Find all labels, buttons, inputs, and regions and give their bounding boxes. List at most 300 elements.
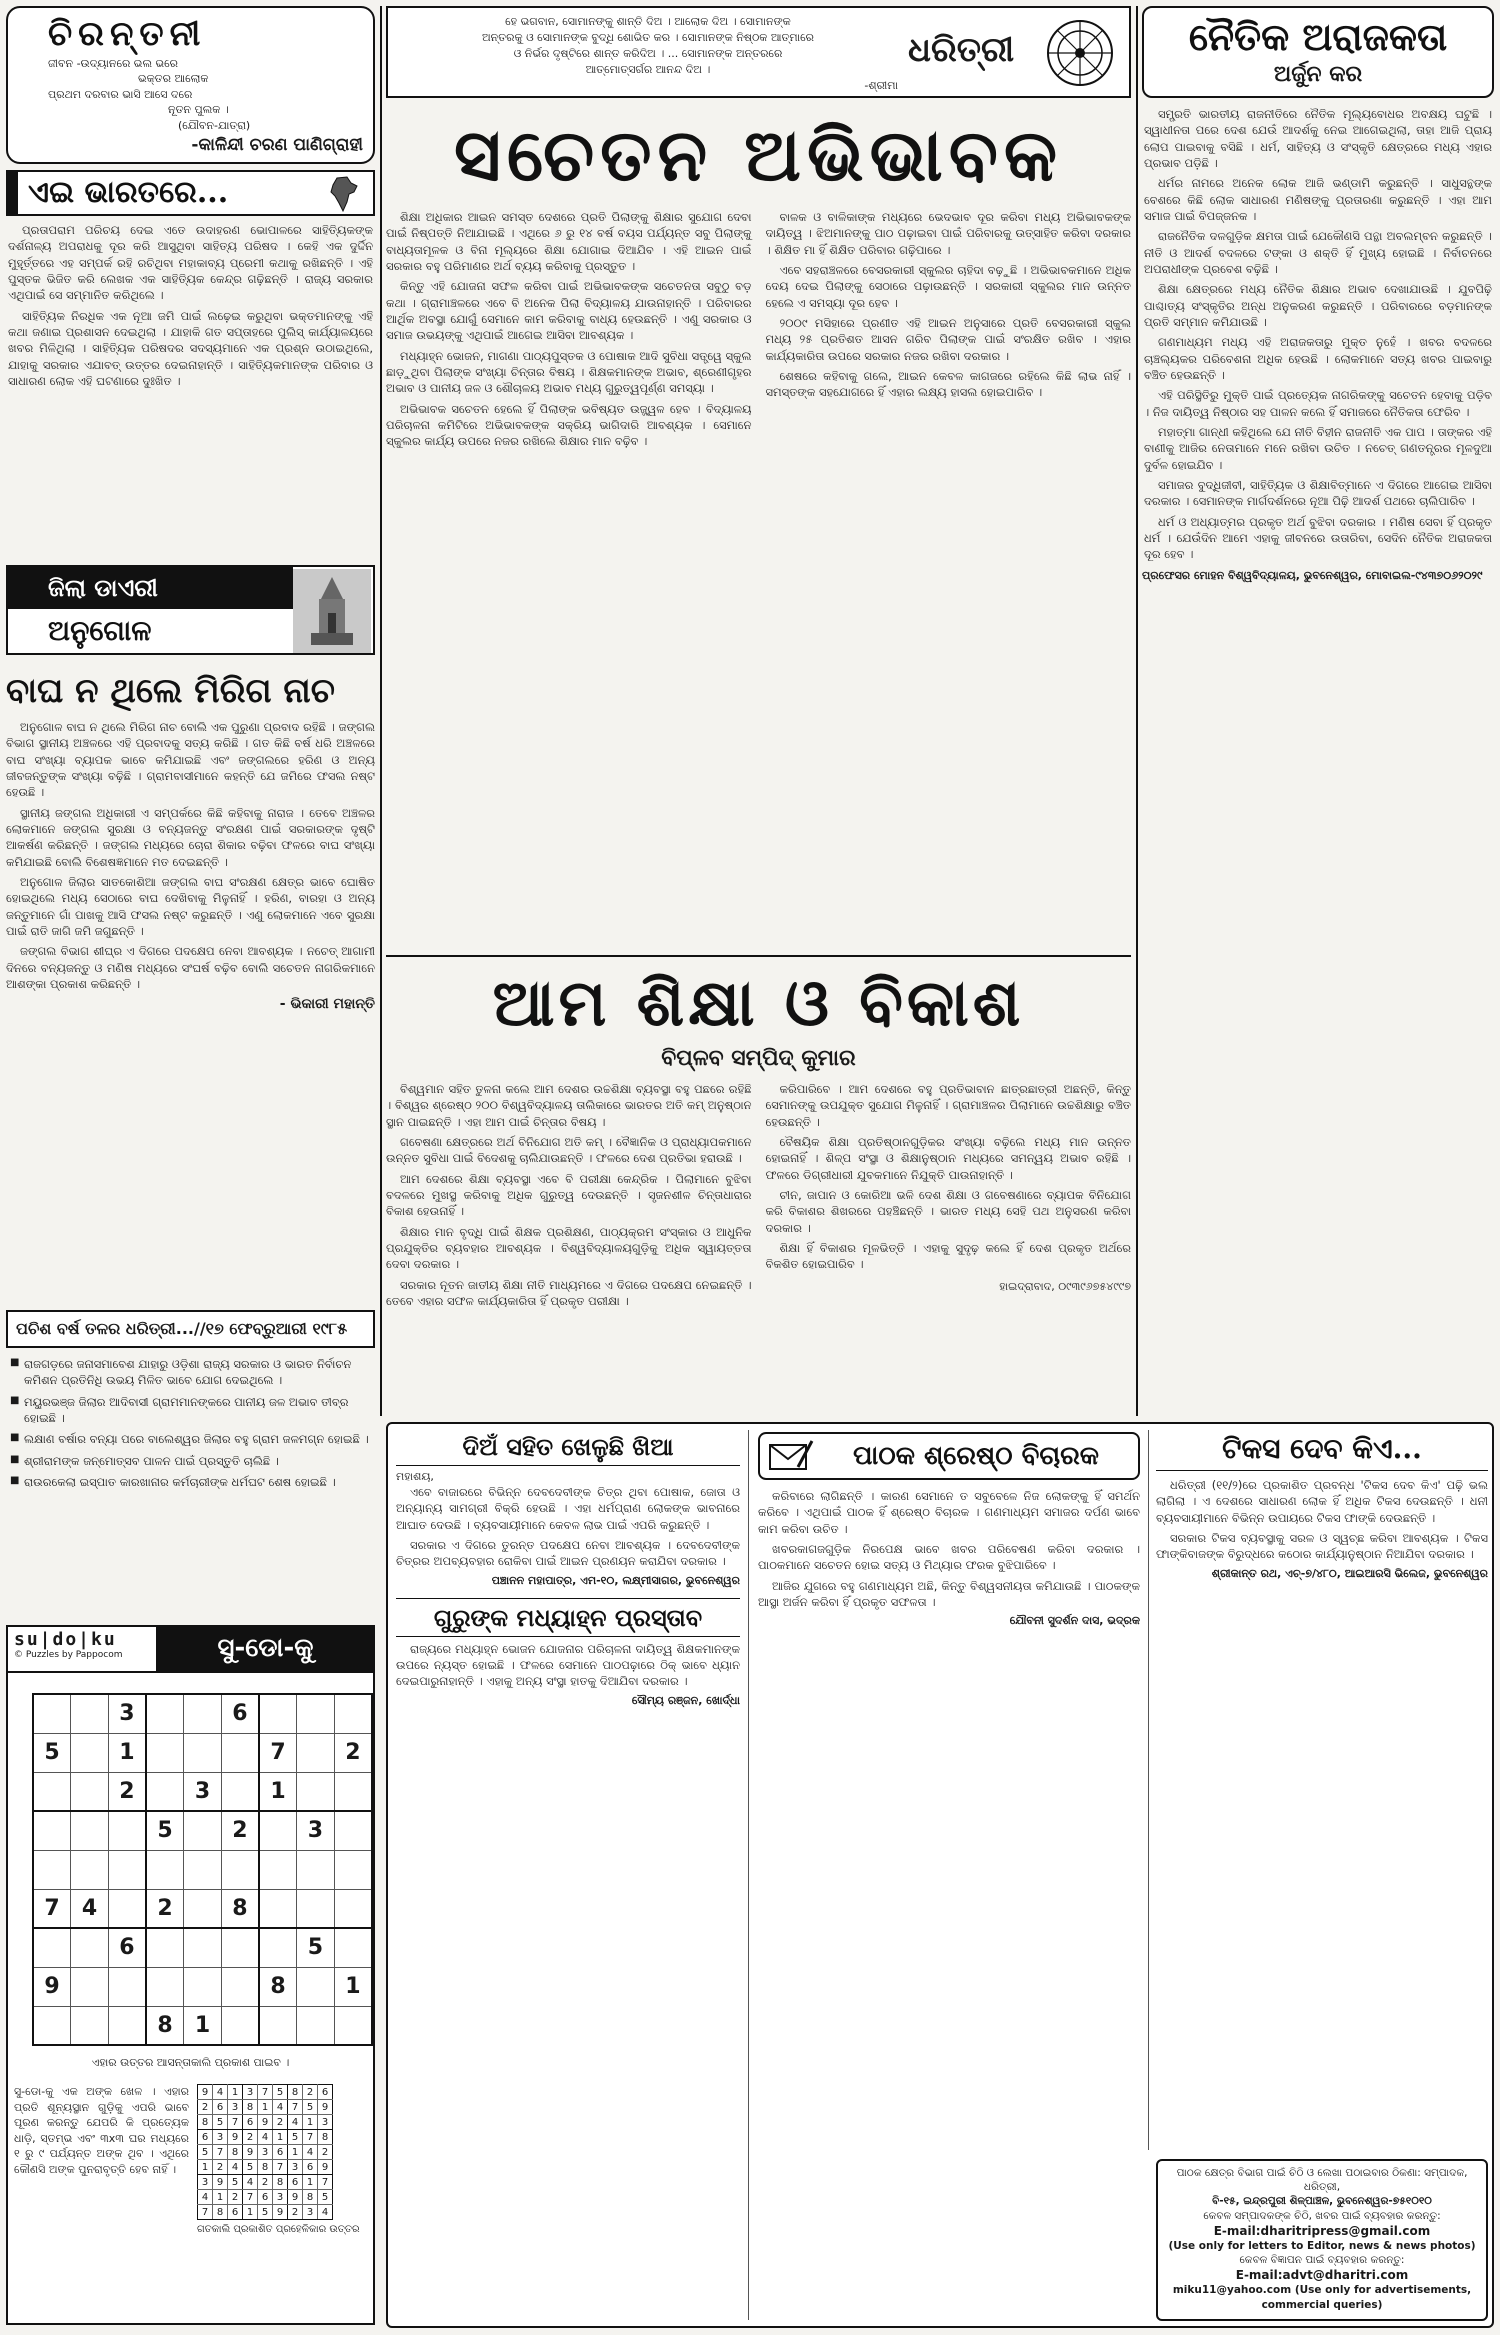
sudoku-cell[interactable] (221, 2006, 259, 2045)
sudoku-cell[interactable] (297, 1889, 335, 1928)
paragraph: କରିବାରେ ଲାଗିଛନ୍ତି । କାରଣ ସେମାନେ ତ ସବୁବେଳେ ନିଜ ଲୋକଙ୍କୁ ହିଁ ସମର୍ଥନ କରିବେ । ଏଥିପାଇଁ ପାଠକ ହିଁ ଶ୍ରେଷ୍ଠ ବିଚାରକ । ଗଣମାଧ୍ୟମ ସମାଜର ଦର୍ପଣ ଭାବେ କାମ କରିବା ଉଚିତ । (758, 1489, 1140, 1536)
paragraph: ଅଭିଭାବକ ସଚେତନ ହେଲେ ହିଁ ପିଲାଙ୍କ ଭବିଷ୍ୟତ ଉଜ୍ଜ୍ୱଳ ହେବ । ବିଦ୍ୟାଳୟ ପରିଚାଳନା କମିଟିରେ ଅଭିଭାବକଙ୍କ ସକ୍ରିୟ ଭାଗିଦାରି ଆବଶ୍ୟକ । ସେମାନେ ସ୍କୁଲର କାର୍ଯ୍ୟ ଉପରେ ନଜର ରଖିଲେ ଶିକ୍ଷାର ମାନ ବଢ଼ିବ । (386, 401, 752, 449)
sudoku-cell[interactable] (33, 1811, 71, 1850)
answer-cell: 9 (198, 2085, 213, 2100)
paragraph: ଧର୍ମର ନାମରେ ଅନେକ ଲୋକ ଆଜି ଭଣ୍ଡାମି କରୁଛନ୍ତି । ସାଧୁସନ୍ଥଙ୍କ ବେଶରେ କିଛି ଲୋକ ସାଧାରଣ ମଣିଷଙ୍କୁ ପ୍ରତାରଣା କରୁଛନ୍ତି । ଏହା ଆମ ସମାଜ ପାଇଁ ବିପଜ୍ଜନକ । (1144, 176, 1492, 223)
list-item: ■ ମୟୁରଭଞ୍ଜ ଜିଲାର ଆଦିବାସୀ ଗ୍ରାମମାନଙ୍କରେ ପାନୀୟ ଜଳ ଅଭାବ ତୀବ୍ର ହୋଇଛି । (10, 1394, 371, 1427)
sudoku-cell[interactable] (184, 1694, 222, 1733)
tika-deba-headline: ଟିକସ ଦେବ କିଏ... (1156, 1432, 1488, 1471)
sudoku-cell[interactable] (259, 1928, 297, 1967)
sudoku-cell[interactable] (334, 1772, 372, 1811)
sudoku-cell[interactable] (33, 2006, 71, 2045)
sudoku-header (8, 1627, 373, 1673)
gurunka-headline: ଗୁରୁଙ୍କ ମଧ୍ୟାହ୍ନ ପ୍ରସ୍ତାବ (396, 1598, 740, 1637)
sudoku-cell[interactable] (146, 1694, 184, 1733)
paragraph: ଅନୁଗୋଳ ବାଘ ନ ଥିଲେ ମିରିଗ ନାଚ ବୋଲି ଏକ ପୁରୁଣା ପ୍ରବାଦ ରହିଛି । ଜଙ୍ଗଲ ବିଭାଗ ସ୍ଥାନୀୟ ଅଞ୍ଚଳରେ ଏହି ପ୍ରବାଦକୁ ସତ୍ୟ କରିଛି । ଗତ କିଛି ବର୍ଷ ଧରି ଅଞ୍ଚଳରେ ବାଘ ସଂଖ୍ୟା ବ୍ୟାପକ ଭାବେ କମିଯାଇଛି ଏବଂ ଜଙ୍ଗଲରେ ହରିଣ ଓ ଅନ୍ୟ ଜୀବଜନ୍ତୁଙ୍କ ସଂଖ୍ୟା ବଢ଼ିଛି । ଗ୍ରାମବାସୀମାନେ କହନ୍ତି ଯେ ଜମିରେ ଫସଲ ନଷ୍ଟ ହେଉଛି । (6, 720, 375, 800)
answer-cell: 3 (303, 2205, 318, 2220)
grid-row (33, 1928, 372, 1967)
sudoku-cell[interactable] (71, 2006, 109, 2045)
sudoku-cell[interactable] (184, 1850, 222, 1889)
sudoku-cell[interactable] (297, 1850, 335, 1889)
grid-row (33, 2006, 372, 2045)
sudoku-cell[interactable] (297, 1967, 335, 2006)
sudoku-cell[interactable] (71, 1850, 109, 1889)
answer-cell: 5 (213, 2115, 228, 2130)
answer-cell: 3 (318, 2115, 333, 2130)
sudoku-brand-logo: su|do|ku (14, 1629, 117, 1650)
sudoku-cell[interactable] (221, 1928, 259, 1967)
answer-cell: 2 (303, 2085, 318, 2100)
list-item: ■ ଶ୍ରୀରାମଙ୍କ ଜନ୍ମୋତ୍ସବ ପାଳନ ପାଇଁ ପ୍ରସ୍ତୁତି ଚାଲିଛି । (10, 1453, 371, 1469)
sudoku-cell: 8 (146, 2006, 184, 2045)
sudoku-cell[interactable] (297, 1733, 335, 1772)
gurunka-body (396, 1641, 740, 1690)
contact-line: ପାଠକ କ୍ଷେତ୍ର ବିଭାଗ ପାଇଁ ଚିଠି ଓ ଲେଖା ପଠାଇବାର ଠିକଣା: ସମ୍ପାଦକ, ଧରିତ୍ରୀ, (1176, 2167, 1468, 2194)
editorial-col-1 (386, 209, 752, 454)
dian-sahita-body (396, 1484, 740, 1570)
sudoku-cell: 7 (259, 1733, 297, 1772)
list-item: ■ ଲକ୍ଷାଣ ବର୍ଷାର ବନ୍ୟା ପରେ ବାଲେଶ୍ୱର ଜିଲାର ବହୁ ଗ୍ରାମ ଜଳମଗ୍ନ ହୋଇଛି । (10, 1431, 371, 1447)
sudoku-cell: 6 (108, 1928, 146, 1967)
sudoku-cell[interactable] (334, 1811, 372, 1850)
dian-sahita-salutation: ମହାଶୟ, (396, 1470, 434, 1483)
paragraph: ଗବେଷଣା କ୍ଷେତ୍ରରେ ଅର୍ଥ ବିନିଯୋଗ ଅତି କମ୍ । ବୈଜ୍ଞାନିକ ଓ ପ୍ରାଧ୍ୟାପକମାନେ ଉନ୍ନତ ସୁବିଧା ପାଇଁ ବିଦେଶକୁ ଚାଲିଯାଉଛନ୍ତି । ଫଳରେ ଦେଶ ପ୍ରତିଭା ହରାଉଛି । (386, 1134, 752, 1166)
answer-cell: 6 (258, 2190, 273, 2205)
answer-cell: 9 (228, 2130, 243, 2145)
answer-cell: 9 (273, 2205, 288, 2220)
grid-row (198, 2175, 333, 2190)
quote-line: ଆତ୍ମୋତ୍ସର୍ଗର ଆନନ୍ଦ ଦିଅ । (585, 62, 711, 76)
tika-deba-body (1156, 1477, 1488, 1563)
bagha-article (6, 665, 375, 1012)
sudoku-bottom (8, 2070, 373, 2235)
editorial-section (386, 105, 1131, 454)
answer-cell: 1 (303, 2175, 318, 2190)
answer-cell: 5 (228, 2175, 243, 2190)
chirantani-author: -କାଳିନ୍ଦୀ ଚରଣ ପାଣିଗ୍ରାହୀ (191, 134, 363, 155)
envelope-pen-icon (768, 1439, 814, 1473)
sudoku-cell[interactable] (259, 1850, 297, 1889)
section-divider (386, 955, 1131, 957)
answer-cell: 3 (243, 2085, 258, 2100)
aama-shiksha-footer: ହାଇଦ୍ରାବାଦ, ୦୯୩୯୬୭୫୪୯୯୭ (999, 1279, 1131, 1293)
answer-cell: 8 (258, 2160, 273, 2175)
answer-cell: 9 (243, 2145, 258, 2160)
editorial-headline: ସଚେତନ ଅଭିଭାବକ (453, 112, 1064, 197)
contact-line: ବି-୧୫, ଇନ୍ଦ୍ରପୁରୀ ଶିଳ୍ପାଞ୍ଚଳ, ଭୁବନେଶ୍ୱର-୭୫୧୦୧୦ (1212, 2195, 1432, 2208)
column-divider (380, 6, 382, 1416)
sudoku-cell[interactable] (184, 1733, 222, 1772)
answer-cell: 7 (258, 2085, 273, 2100)
answer-cell: 9 (318, 2160, 333, 2175)
dian-sahita-letter (396, 1432, 740, 1708)
answer-cell: 7 (228, 2115, 243, 2130)
answer-cell: 2 (228, 2190, 243, 2205)
letters-divider (748, 1430, 749, 2320)
answer-cell: 8 (243, 2100, 258, 2115)
ei-bharatare-header (6, 170, 375, 216)
sudoku-cell[interactable] (108, 2006, 146, 2045)
paragraph: ଧରିତ୍ରୀ (୧୧/୨)ରେ ପ୍ରକାଶିତ ପ୍ରବନ୍ଧ 'ଟିକସ ଦେବ କିଏ' ପଢ଼ି ଭଲ ଲାଗିଲା । ଏ ଦେଶରେ ସାଧାରଣ ଲୋକ ହିଁ ଅଧିକ ଟିକସ ଦେଉଛନ୍ତି । ଧନୀ ବ୍ୟବସାୟୀମାନେ ବିଭିନ୍ନ ଉପାୟରେ ଟିକସ ଫାଙ୍କି ଦେଉଛନ୍ତି । (1156, 1478, 1488, 1525)
tika-deba-signature: ଶ୍ରୀକାନ୍ତ ରଥ, ଏଚ୍-୭/୪୮୦, ଆଇଆରସି ଭିଲେଜ, ଭୁବନେଶ୍ୱର (1211, 1566, 1488, 1580)
grid-row (198, 2190, 333, 2205)
pachisa-barsha-title: ପଚିଶ ବର୍ଷ ତଳର ଧରିତ୍ରୀ...//୧୭ ଫେବ୍ରୁଆରୀ ୧୯୮୫ (6, 1310, 375, 1348)
contact-box (1156, 2159, 1488, 2321)
masthead-box (386, 6, 1131, 98)
jilla-diary-title: ଜିଲା ଡାଏରୀ (8, 567, 293, 609)
sudoku-cell[interactable] (146, 1733, 184, 1772)
sudoku-cell[interactable] (221, 1967, 259, 2006)
answer-cell: 6 (303, 2160, 318, 2175)
aama-shiksha-col-1 (386, 1081, 752, 1313)
paragraph: ସରକାର ଟିକସ ବ୍ୟବସ୍ଥାକୁ ସରଳ ଓ ସ୍ୱଚ୍ଛ କରିବା ଆବଶ୍ୟକ । ଟିକସ ଫାଙ୍କିବାଜଙ୍କ ବିରୁଦ୍ଧରେ କଠୋର କାର୍ଯ୍ୟାନୁଷ୍ଠାନ ନିଆଯିବା ଦରକାର । (1156, 1530, 1488, 1562)
editor-email[interactable]: E-mail:dharitripress@gmail.com (1213, 2223, 1431, 2238)
india-map-icon (323, 174, 363, 214)
sudoku-cell[interactable] (259, 1811, 297, 1850)
sudoku-cell: 3 (184, 1772, 222, 1811)
sudoku-cell[interactable] (108, 1811, 146, 1850)
answer-cell: 5 (243, 2160, 258, 2175)
jilla-diary-subtitle: ଅନୁଗୋଳ (48, 614, 152, 647)
dian-sahita-headline: ଦିଅଁ ସହିତ ଖେଳୁଛି ଖିଆ (396, 1432, 740, 1466)
sudoku-cell[interactable] (334, 1889, 372, 1928)
answer-cell: 3 (198, 2175, 213, 2190)
sudoku-grid[interactable] (32, 1693, 373, 2046)
answer-cell: 8 (318, 2130, 333, 2145)
sudoku-cell: 1 (259, 1772, 297, 1811)
ei-bharatare-title: ଏଇ ଭାରତରେ... (28, 175, 229, 210)
bagha-headline: ବାଘ ନ ଥିଲେ ମିରିଗ ନାଚ (6, 671, 335, 711)
chirantani-title: ଚିରନ୍ତନୀ (48, 14, 207, 54)
sudoku-cell[interactable] (71, 1694, 109, 1733)
answer-cell: 9 (318, 2100, 333, 2115)
pathaka-headline: ପାଠକ ଶ୍ରେଷ୍ଠ ବିଚାରକ (852, 1440, 1100, 1471)
answer-cell: 6 (273, 2145, 288, 2160)
grid-row (33, 1811, 372, 1850)
sudoku-cell[interactable] (108, 1967, 146, 2006)
answer-cell: 6 (243, 2115, 258, 2130)
paragraph: ଏବେ ସହରାଞ୍ଚଳରେ ବେସରକାରୀ ସ୍କୁଲର ଚାହିଦା ବଢ଼ୁଛି । ଅଭିଭାବକମାନେ ଅଧିକ ଦେୟ ଦେଇ ପିଲାଙ୍କୁ ସେଠାରେ ପଢ଼ାଉଛନ୍ତି । ସରକାରୀ ସ୍କୁଲର ମାନ ଉନ୍ନତ ହେଲେ ଏ ସମସ୍ୟା ଦୂର ହେବ । (765, 262, 1131, 310)
sudoku-brand-credit: © Puzzles by Pappocom (14, 1650, 123, 1660)
gurunka-signature: ସୌମ୍ୟ ରଞ୍ଜନ, ଖୋର୍ଦ୍ଧା (631, 1693, 740, 1707)
paragraph: ଆଜିର ଯୁଗରେ ବହୁ ଗଣମାଧ୍ୟମ ଅଛି, କିନ୍ତୁ ବିଶ୍ୱସନୀୟତା କମିଯାଉଛି । ପାଠକଙ୍କ ଆସ୍ଥା ଅର୍ଜନ କରିବା ହିଁ ପ୍ରକୃତ ସଫଳତା । (758, 1578, 1140, 1609)
answer-cell: 7 (243, 2190, 258, 2205)
ei-bharatare-section (6, 170, 375, 399)
sudoku-cell[interactable] (33, 1928, 71, 1967)
answer-cell: 4 (303, 2145, 318, 2160)
sudoku-cell[interactable] (146, 1928, 184, 1967)
sudoku-cell[interactable] (184, 1811, 222, 1850)
answer-cell: 1 (243, 2205, 258, 2220)
aama-shiksha-col-2 (766, 1081, 1132, 1313)
answer-cell: 5 (198, 2145, 213, 2160)
editor-email-note: (Use only for letters to Editor, news & news photos) (1168, 2239, 1476, 2252)
editorial-col-2 (766, 209, 1132, 454)
sudoku-cell: 3 (108, 1694, 146, 1733)
sudoku-cell[interactable] (297, 2006, 335, 2045)
sudoku-cell[interactable] (71, 1967, 109, 2006)
quote-line: ଅନ୍ତରକୁ ଓ ସୋମାନଙ୍କ ବୁଦ୍ଧି ଶୋଭିତ କର । ସୋମାନଙ୍କ ନିଷ୍ଠକ ଆତ୍ମାରେ (482, 30, 814, 44)
list-item: ■ ରାଉରକେଲା ଇସ୍ପାତ କାରଖାନାର କର୍ମଚାରୀଙ୍କ ଧର୍ମଘଟ ଶେଷ ହୋଇଛି । (10, 1474, 371, 1490)
paragraph: ଧର୍ମ ଓ ଅଧ୍ୟାତ୍ମର ପ୍ରକୃତ ଅର୍ଥ ବୁଝିବା ଦରକାର । ମଣିଷ ସେବା ହିଁ ପ୍ରକୃତ ଧର୍ମ । ଯେଉଁଦିନ ଆମେ ଏହାକୁ ଜୀବନରେ ଉତାରିବା, ସେଦିନ ନୈତିକ ଅରାଜକତା ଦୂର ହେବ । (1144, 514, 1492, 562)
paragraph: ପ୍ରତାପରାମ ପରିଚୟ ଦେଇ ଏତେ ଉଦାହରଣ ଭୋପାଳରେ ସାହିତ୍ୟିକଙ୍କ ଦର୍ଶନାଳ୍ୟ ଅପରାଧକୁ ଦୂର କରି ଆସୁଥିବା ସାହିତ୍ୟ ପରିଷଦ । କେହି ଏକ ଦୁର୍ଦ୍ଦିନ ମୁହୂର୍ତ୍ତରେ ଏହ ସମ୍ପର୍କ ରହି ରଚିଥିବା ମହାକାବ୍ୟ ପ୍ରେମୀ କଥାକୁ ରଖିଛନ୍ତି । ଏହି ପୁସ୍ତକ ଭିଜିତ କରି ଲେଖକ ଏକ ସାହିତ୍ୟିକ କେନ୍ଦ୍ର ଗଢ଼ିଛନ୍ତି । ରାଜ୍ୟ ସରକାର ଏଥିପାଇଁ ସେ ସମ୍ମାନିତ କରିଥିଲେ । (8, 223, 373, 303)
pachisa-barsha-list (6, 1348, 375, 1503)
paragraph: ଚୀନ, ଜାପାନ ଓ କୋରିଆ ଭଳି ଦେଶ ଶିକ୍ଷା ଓ ଗବେଷଣାରେ ବ୍ୟାପକ ବିନିଯୋଗ କରି ବିକାଶର ଶିଖରରେ ପହଞ୍ଚିଛନ୍ତି । ଭାରତ ମଧ୍ୟ ସେହି ପଥ ଅନୁସରଣ କରିବା ଦରକାର । (765, 1187, 1131, 1235)
naitika-footer: ପ୍ରଫେସର ମୋହନ ବିଶ୍ୱବିଦ୍ୟାଳୟ, ଭୁବନେଶ୍ୱର, ମୋବାଇଲ-୯୪୩୭୦୬୨୦୨୯ (1142, 568, 1483, 582)
ads-line: କେବଳ ବିଜ୍ଞାପନ ପାଇଁ ବ୍ୟବହାର କରନ୍ତୁ: (1239, 2254, 1405, 2267)
contact-line: କେବଳ ସମ୍ପାଦକଙ୍କ ଚିଠି, ଖବର ପାଇଁ ବ୍ୟବହାର କରନ୍ତୁ: (1203, 2209, 1441, 2222)
answer-cell: 5 (288, 2130, 303, 2145)
answer-cell: 9 (213, 2175, 228, 2190)
paragraph: ଶିକ୍ଷା କ୍ଷେତ୍ରରେ ମଧ୍ୟ ନୈତିକ ଶିକ୍ଷାର ଅଭାବ ଦେଖାଯାଉଛି । ଯୁବପିଢ଼ି ପାଶ୍ଚାତ୍ୟ ସଂସ୍କୃତିର ଅନ୍ଧ ଅନୁକରଣ କରୁଛନ୍ତି । ପରିବାରରେ ବଡ଼ମାନଙ୍କ ପ୍ରତି ସମ୍ମାନ କମିଯାଉଛି । (1144, 282, 1492, 329)
paragraph: ଶିକ୍ଷା ଅଧିକାର ଆଇନ ସମସ୍ତ ଦେଶରେ ପ୍ରତି ପିଲାଙ୍କୁ ଶିକ୍ଷାର ସୁଯୋଗ ଦେବା ପାଇଁ ନିଷ୍ପତ୍ତି ନିଆଯାଇଛି । ଏଥିରେ ୬ ରୁ ୧୪ ବର୍ଷ ବୟସ ପର୍ଯ୍ୟନ୍ତ ସବୁ ପିଲାଙ୍କୁ ବାଧ୍ୟତାମୂଳକ ଓ ବିନା ମୂଲ୍ୟରେ ଶିକ୍ଷା ଯୋଗାଇ ଦିଆଯିବ । ଏହି ଆଇନ ପାଇଁ ସରକାର ବହୁ ପରିମାଣର ଅର୍ଥ ବ୍ୟୟ କରିବାକୁ ପ୍ରସ୍ତୁତ । (386, 210, 752, 273)
answer-cell: 3 (273, 2190, 288, 2205)
sudoku-cell: 7 (33, 1889, 71, 1928)
sudoku-cell[interactable] (221, 1772, 259, 1811)
ei-bharatare-body (6, 216, 375, 399)
sudoku-cell: 5 (33, 1733, 71, 1772)
paragraph: ଶିକ୍ଷାର ମାନ ବୃଦ୍ଧି ପାଇଁ ଶିକ୍ଷକ ପ୍ରଶିକ୍ଷଣ, ପାଠ୍ୟକ୍ରମ ସଂସ୍କାର ଓ ଆଧୁନିକ ପ୍ରଯୁକ୍ତିର ବ୍ୟବହାର ଆବଶ୍ୟକ । ବିଶ୍ୱବିଦ୍ୟାଳୟଗୁଡ଼ିକୁ ଅଧିକ ସ୍ୱାୟତ୍ତତା ଦେବା ଦରକାର । (386, 1224, 752, 1272)
pathaka-body (758, 1488, 1140, 1610)
sudoku-cell: 2 (221, 1811, 259, 1850)
sudoku-cell[interactable] (297, 1772, 335, 1811)
sudoku-cell: 9 (33, 1967, 71, 2006)
sudoku-cell: 1 (108, 1733, 146, 1772)
sudoku-cell[interactable] (184, 1928, 222, 1967)
paragraph: ଏବେ ବାଜାରରେ ବିଭିନ୍ନ ଦେବଦେବୀଙ୍କ ଚିତ୍ର ଥିବା ପୋଷାକ, ଜୋତା ଓ ଅନ୍ୟାନ୍ୟ ସାମଗ୍ରୀ ବିକ୍ରି ହେଉଛି । ଏହା ଧର୍ମପ୍ରାଣ ଲୋକଙ୍କ ଭାବନାରେ ଆଘାତ ଦେଉଛି । ବ୍ୟବସାୟୀମାନେ କେବଳ ଲାଭ ପାଇଁ ଏପରି କରୁଛନ୍ତି । (396, 1485, 740, 1532)
sudoku-note: ଏହାର ଉତ୍ତର ଆସନ୍ତାକାଲି ପ୍ରକାଶ ପାଇବ । (91, 2056, 290, 2069)
sudoku-cell[interactable] (184, 1889, 222, 1928)
answer-cell: 5 (273, 2085, 288, 2100)
answer-cell: 4 (273, 2100, 288, 2115)
answer-cell: 8 (198, 2115, 213, 2130)
answer-cell: 3 (288, 2160, 303, 2175)
sudoku-brand (8, 1627, 158, 1671)
sudoku-cell[interactable] (184, 1967, 222, 2006)
answer-cell: 7 (288, 2100, 303, 2115)
sudoku-cell: 8 (221, 1889, 259, 1928)
sudoku-cell[interactable] (259, 1694, 297, 1733)
paragraph: ମଧ୍ୟାହ୍ନ ଭୋଜନ, ମାଗଣା ପାଠ୍ୟପୁସ୍ତକ ଓ ପୋଷାକ ଆଦି ସୁବିଧା ସତ୍ତ୍ୱେ ସ୍କୁଲ ଛାଡ଼ୁଥିବା ପିଲାଙ୍କ ସଂଖ୍ୟା ଚିନ୍ତାର ବିଷୟ । ଶିକ୍ଷକମାନଙ୍କ ଅଭାବ, ଶ୍ରେଣୀଗୃହର ଅଭାବ ଓ ପାନୀୟ ଜଳ ଓ ଶୌଚାଳୟ ଅଭାବ ମଧ୍ୟ ଗୁରୁତ୍ୱପୂର୍ଣ୍ଣ ସମସ୍ୟା । (386, 348, 752, 396)
answer-cell: 4 (228, 2160, 243, 2175)
sudoku-cell: 5 (297, 1928, 335, 1967)
paragraph: ବିଶ୍ୱମାନ ସହିତ ତୁଳନା କଲେ ଆମ ଦେଶର ଉଚ୍ଚଶିକ୍ଷା ବ୍ୟବସ୍ଥା ବହୁ ପଛରେ ରହିଛି । ବିଶ୍ୱର ଶ୍ରେଷ୍ଠ ୨୦୦ ବିଶ୍ୱବିଦ୍ୟାଳୟ ତାଲିକାରେ ଭାରତର ଅତି କମ୍ ଅନୁଷ୍ଠାନ ସ୍ଥାନ ପାଇଛନ୍ତି । ଏହା ଆମ ପାଇଁ ଚିନ୍ତାର ବିଷୟ । (386, 1082, 752, 1129)
naitika-headline: ନୈତିକ ଅରାଜକତା (1188, 14, 1448, 59)
jilla-diary-header (6, 565, 375, 655)
sudoku-instructions: ସୁ-ଡୋ-କୁ ଏକ ଅଙ୍କ ଖେଳ । ଏହାର ପ୍ରତି ଶୂନ୍ୟସ୍ଥାନ ଗୁଡ଼ିକୁ ଏପରି ଭାବେ ପୂରଣ କରନ୍ତୁ ଯେପରି କି ପ୍ରତ୍ୟେକ ଧାଡ଼ି, ସ୍ତମ୍ଭ ଏବଂ ୩x୩ ଘର ମଧ୍ୟରେ ୧ ରୁ ୯ ପର୍ଯ୍ୟନ୍ତ ଅଙ୍କ ଥିବ । ଏଥିରେ କୌଣସି ଅଙ୍କ ପୁନରାବୃତ୍ତି ହେବ ନାହିଁ । (14, 2085, 189, 2177)
temple-photo (293, 569, 371, 653)
masthead-logo: ଧରିତ୍ରୀ (908, 30, 1015, 70)
answer-cell: 1 (288, 2145, 303, 2160)
sudoku-cell: 3 (297, 1811, 335, 1850)
ads-email[interactable]: E-mail:advt@dharitri.com (1235, 2268, 1409, 2283)
sudoku-title: ସୁ-ଡୋ-କୁ (158, 1627, 373, 1671)
answer-cell: 7 (198, 2205, 213, 2220)
aama-shiksha-columns (386, 1081, 1131, 1313)
paragraph: ସରକାର ଏ ଦିଗରେ ତୁରନ୍ତ ପଦକ୍ଷେପ ନେବା ଆବଶ୍ୟକ । ଦେବଦେବୀଙ୍କ ଚିତ୍ରର ଅପବ୍ୟବହାର ରୋକିବା ପାଇଁ ଆଇନ ପ୍ରଣୟନ କରାଯିବା ଦରକାର । (396, 1537, 740, 1569)
answer-cell: 2 (258, 2175, 273, 2190)
top-quote (398, 14, 898, 94)
sudoku-section (6, 1625, 375, 2325)
grid-row (198, 2145, 333, 2160)
verse-line: ପ୍ରଥମ ଦରବାର ଭାସି ଆସେ ଦରେ (48, 87, 193, 101)
grid-row (198, 2085, 333, 2100)
answer-cell: 6 (288, 2175, 303, 2190)
answer-cell: 8 (288, 2085, 303, 2100)
answer-cell: 1 (213, 2190, 228, 2205)
paragraph: ଆମ ଦେଶରେ ଶିକ୍ଷା ବ୍ୟବସ୍ଥା ଏବେ ବି ପରୀକ୍ଷା କେନ୍ଦ୍ରିକ । ପିଲାମାନେ ବୁଝିବା ବଦଳରେ ମୁଖସ୍ଥ କରିବାକୁ ଅଧିକ ଗୁରୁତ୍ୱ ଦେଉଛନ୍ତି । ସୃଜନଶୀଳ ଚିନ୍ତାଧାରାର ବିକାଶ ହେଉନାହିଁ । (386, 1171, 752, 1219)
answer-cell: 2 (288, 2205, 303, 2220)
answer-cell: 7 (303, 2130, 318, 2145)
sudoku-cell[interactable] (108, 1889, 146, 1928)
aama-shiksha-section (386, 962, 1131, 1313)
answer-cell: 1 (228, 2085, 243, 2100)
sudoku-cell: 8 (259, 1967, 297, 2006)
paragraph: ମହାତ୍ମା ଗାନ୍ଧୀ କହିଥିଲେ ଯେ ନୀତି ବିହୀନ ରାଜନୀତି ଏକ ପାପ । ତାଙ୍କର ଏହି ବାଣୀକୁ ଆଜିର ନେତାମାନେ ମନେ ରଖିବା ଉଚିତ । ନଚେତ୍ ଗଣତନ୍ତ୍ରର ମୂଳଦୁଆ ଦୁର୍ବଳ ହୋଇଯିବ । (1144, 424, 1492, 472)
paragraph: ସାହିତ୍ୟିକ ନିରଧିକ ଏକ ନୂଆ ଜମି ପାଇଁ ଲଢ଼େଇ କରୁଥିବା ଭକ୍ତମାନଙ୍କୁ ଏହି କଥା ଜଣାଇ ପ୍ରଶାସନ ଦେଇଥିଲା । ଯାହାକି ଗତ ସପ୍ତାହରେ ପୁଲିସ୍ କାର୍ଯ୍ୟାଳୟରେ ଖବର ମିଳିଥିଲା । ସାହିତ୍ୟିକ ପରିଷଦର ସଦସ୍ୟମାନେ ଏକ ପ୍ରଶ୍ନ ଉଠାଇଥିଲେ, ଯାହାକୁ ସରକାର ଏଯାବତ୍ ଉତ୍ତର ଦେଇନାହାନ୍ତି । ସାହିତ୍ୟିକମାନଙ୍କ ପରିବାର ଓ ସାଧାରଣ ଲୋକ ଏହି ଘଟଣାରେ ଦୁଃଖିତ । (8, 308, 373, 388)
paragraph: ଗଣମାଧ୍ୟମ ମଧ୍ୟ ଏହି ଅରାଜକତାରୁ ମୁକ୍ତ ନୁହେଁ । ଖବର ବଦଳରେ ଚାଞ୍ଚଲ୍ୟକର ପରିବେଶନା ଅଧିକ ହେଉଛି । ଲୋକମାନେ ସତ୍ୟ ଖବର ପାଇବାରୁ ବଞ୍ଚିତ ହେଉଛନ୍ତି । (1144, 335, 1492, 382)
paragraph: ରାଜ୍ୟରେ ମଧ୍ୟାହ୍ନ ଭୋଜନ ଯୋଜନାର ପରିଚାଳନା ଦାୟିତ୍ୱ ଶିକ୍ଷକମାନଙ୍କ ଉପରେ ନ୍ୟସ୍ତ ହୋଇଛି । ଫଳରେ ସେମାନେ ପାଠପଢ଼ାରେ ଠିକ୍ ଭାବେ ଧ୍ୟାନ ଦେଇପାରୁନାହାନ୍ତି । ଏହାକୁ ଅନ୍ୟ ସଂସ୍ଥା ହାତକୁ ଦିଆଯିବା ଦରକାର । (396, 1641, 740, 1689)
answer-cell: 5 (303, 2100, 318, 2115)
answer-cell: 6 (318, 2085, 333, 2100)
grid-row (33, 1967, 372, 2006)
sudoku-cell[interactable] (146, 1850, 184, 1889)
tika-deba-letter (1156, 1432, 1488, 1581)
letters-section (386, 1422, 1494, 2328)
ads-email-note: miku11@yahoo.com (Use only for advertisements, commercial queries) (1172, 2284, 1472, 2311)
sudoku-cell[interactable] (33, 1694, 71, 1733)
pathaka-signature: ଯୌବନୀ ସୁଦର୍ଶନ ଦାସ, ଭଦ୍ରକ (1009, 1614, 1140, 1628)
quote-author: -ଶ୍ରୀମା (864, 78, 898, 92)
paragraph: ଶିକ୍ଷା ହିଁ ବିକାଶର ମୂଳଭିତ୍ତି । ଏହାକୁ ସୁଦୃଢ଼ କଲେ ହିଁ ଦେଶ ପ୍ରକୃତ ଅର୍ଥରେ ବିକଶିତ ହୋଇପାରିବ । (765, 1240, 1131, 1272)
sudoku-answer-grid (197, 2084, 333, 2220)
answer-cell: 7 (318, 2175, 333, 2190)
paragraph: କିନ୍ତୁ ଏହି ଯୋଜନା ସଫଳ କରିବା ପାଇଁ ଅଭିଭାବକଙ୍କ ସଚେତନତା ସବୁଠୁ ବଡ଼ କଥା । ଗ୍ରାମାଞ୍ଚଳରେ ଏବେ ବି ଅନେକ ପିଲା ବିଦ୍ୟାଳୟ ଯାଉନାହାନ୍ତି । ପରିବାରର ଆର୍ଥିକ ଅବସ୍ଥା ଯୋଗୁଁ ସେମାନେ କାମ କରିବାକୁ ବାଧ୍ୟ ହେଉଛନ୍ତି । ଏଣୁ ସରକାର ଓ ସମାଜ ଉଭୟଙ୍କୁ ଏଥିପାଇଁ ଆଗେଇ ଆସିବା ଆବଶ୍ୟକ । (386, 279, 752, 343)
list-item: ■ ରାଜଗଡ଼ରେ ଜନାସମାବେଶ ଯାହାରୁ ଓଡ଼ିଶା ରାଜ୍ୟ ସରକାର ଓ ଭାରତ ନିର୍ବାଚନ କମିଶନ ପ୍ରତିନିଧି ଉଭୟ ମିଳିତ ଭାବେ ଯୋଗ ଦେଇଥିଲେ । (10, 1356, 371, 1389)
sudoku-cell[interactable] (221, 1850, 259, 1889)
answer-cell: 4 (213, 2085, 228, 2100)
sudoku-cell[interactable] (33, 1850, 71, 1889)
dharma-wheel-icon (1045, 18, 1115, 88)
sudoku-cell[interactable] (146, 1967, 184, 2006)
grid-row (33, 1850, 372, 1889)
sudoku-cell: 4 (71, 1889, 109, 1928)
column-divider (1136, 6, 1138, 1416)
dian-sahita-signature: ପଞ୍ଚାନନ ମହାପାତ୍ର, ଏମ-୧୦, ଲକ୍ଷ୍ମୀସାଗର, ଭୁବନେଶ୍ୱର (491, 1573, 740, 1587)
verse-line: ନୂତନ ପୁଲକ । (168, 103, 229, 117)
sudoku-cell[interactable] (334, 2006, 372, 2045)
sudoku-cell[interactable] (334, 1850, 372, 1889)
paragraph: ରାଜନୈତିକ ଦଳଗୁଡ଼ିକ କ୍ଷମତା ପାଇଁ ଯେକୌଣସି ପନ୍ଥା ଅବଲମ୍ବନ କରୁଛନ୍ତି । ନୀତି ଓ ଆଦର୍ଶ ବଦଳରେ ଟଙ୍କା ଓ ଶକ୍ତି ହିଁ ମୁଖ୍ୟ ହୋଇଛି । ନିର୍ବାଚନରେ ଅପରାଧୀଙ୍କ ପ୍ରବେଶ ବଢ଼ିଛି । (1144, 229, 1492, 276)
answer-cell: 7 (213, 2145, 228, 2160)
naitika-author: ଅର୍ଜୁନ କର (1273, 62, 1363, 87)
sudoku-cell: 1 (334, 1967, 372, 2006)
sudoku-cell: 6 (221, 1694, 259, 1733)
sudoku-cell[interactable] (297, 1694, 335, 1733)
answer-cell: 8 (213, 2205, 228, 2220)
answer-cell: 2 (213, 2160, 228, 2175)
aama-shiksha-headline: ଆମ ଶିକ୍ଷା ଓ ବିକାଶ (492, 966, 1025, 1041)
grid-row (33, 1733, 372, 1772)
sudoku-cell[interactable] (334, 1928, 372, 1967)
sudoku-answer-caption: ଗତକାଲି ପ୍ରକାଶିତ ପ୍ରହେଳିକାର ଉତ୍ତର (197, 2224, 360, 2235)
bagha-author: - ଭିକାରୀ ମହାନ୍ତି (279, 996, 375, 1013)
paragraph: ସ୍ଥାନୀୟ ଜଙ୍ଗଲ ଅଧିକାରୀ ଏ ସମ୍ପର୍କରେ କିଛି କହିବାକୁ ନାରାଜ । ତେବେ ଅଞ୍ଚଳର ଲୋକମାନେ ଜଙ୍ଗଲ ସୁରକ୍ଷା ଓ ବନ୍ୟଜନ୍ତୁ ସଂରକ୍ଷଣ ପାଇଁ ସରକାରଙ୍କ ଦୃଷ୍ଟି ଆକର୍ଷଣ କରିଛନ୍ତି । ଜଙ୍ଗଲ ମଧ୍ୟରେ ଚୋରା ଶିକାର ବଢ଼ିବା ଫଳରେ ବାଘ ସଂଖ୍ୟା କମିଯାଇଛି ବୋଲି ବିଶେଷଜ୍ଞମାନେ ମତ ଦେଇଛନ୍ତି । (6, 805, 375, 869)
chirantani-box (6, 6, 375, 164)
sudoku-cell[interactable] (71, 1928, 109, 1967)
sudoku-cell[interactable] (259, 2006, 297, 2045)
sudoku-cell[interactable] (71, 1733, 109, 1772)
sudoku-cell[interactable] (71, 1772, 109, 1811)
answer-cell: 5 (258, 2205, 273, 2220)
answer-cell: 2 (318, 2145, 333, 2160)
sudoku-grid-wrap (8, 1673, 373, 2046)
paragraph: ଏହି ପରିସ୍ଥିତିରୁ ମୁକ୍ତି ପାଇଁ ପ୍ରତ୍ୟେକ ନାଗରିକଙ୍କୁ ସଚେତନ ହେବାକୁ ପଡ଼ିବ । ନିଜ ଦାୟିତ୍ୱ ନିଷ୍ଠାର ସହ ପାଳନ କଲେ ହିଁ ସମାଜରେ ନୈତିକତା ଫେରିବ । (1144, 388, 1492, 419)
paragraph: ଶେଷରେ କହିବାକୁ ଗଲେ, ଆଇନ କେବଳ କାଗଜରେ ରହିଲେ କିଛି ଲାଭ ନାହିଁ । ସମସ୍ତଙ୍କ ସହଯୋଗରେ ହିଁ ଏହାର ଲକ୍ଷ୍ୟ ହାସଲ ହୋଇପାରିବ । (765, 368, 1131, 400)
answer-cell: 8 (273, 2175, 288, 2190)
grid-row (33, 1694, 372, 1733)
quote-line: ହେ ଭଗବାନ, ସୋମାନଙ୍କୁ ଶାନ୍ତି ଦିଅ । ଆଲୋକ ଦିଅ । ସୋମାନଙ୍କ (505, 15, 791, 28)
sudoku-cell[interactable] (33, 1772, 71, 1811)
editorial-columns (386, 209, 1131, 454)
answer-cell: 1 (303, 2115, 318, 2130)
sudoku-cell[interactable] (334, 1694, 372, 1733)
paragraph: ସମ୍ପ୍ରତି ଭାରତୀୟ ରାଜନୀତିରେ ନୈତିକ ମୂଲ୍ୟବୋଧର ଅବକ୍ଷୟ ଘଟୁଛି । ସ୍ୱାଧୀନତା ପରେ ଦେଶ ଯେଉଁ ଆଦର୍ଶକୁ ନେଇ ଆଗେଇଥିଲା, ତାହା ଆଜି ପ୍ରାୟ ଲୋପ ପାଇବାକୁ ବସିଛି । ଧର୍ମ, ସାହିତ୍ୟ ଓ ସଂସ୍କୃତି କ୍ଷେତ୍ରରେ ମଧ୍ୟ ଏହାର ପ୍ରଭାବ ପଡ଼ିଛି । (1144, 107, 1492, 170)
sudoku-cell[interactable] (108, 1850, 146, 1889)
sudoku-cell: 2 (108, 1772, 146, 1811)
naitika-header (1142, 6, 1494, 98)
pachisa-barsha-section (6, 1310, 375, 1503)
naitika-body (1142, 98, 1494, 563)
answer-cell: 4 (288, 2115, 303, 2130)
paragraph: ବୈଷୟିକ ଶିକ୍ଷା ପ୍ରତିଷ୍ଠାନଗୁଡ଼ିକର ସଂଖ୍ୟା ବଢ଼ିଲେ ମଧ୍ୟ ମାନ ଉନ୍ନତ ହୋଇନାହିଁ । ଶିଳ୍ପ ସଂସ୍ଥା ଓ ଶିକ୍ଷାନୁଷ୍ଠାନ ମଧ୍ୟରେ ସମନ୍ୱୟ ଅଭାବ ରହିଛି । ଫଳରେ ଡିଗ୍ରୀଧାରୀ ଯୁବକମାନେ ନିଯୁକ୍ତି ପାଉନାହାନ୍ତି । (765, 1134, 1131, 1182)
answer-cell: 6 (213, 2100, 228, 2115)
grid-row (198, 2130, 333, 2145)
paragraph: ଖବରକାଗଜଗୁଡ଼ିକ ନିରପେକ୍ଷ ଭାବେ ଖବର ପରିବେଷଣ କରିବା ଦରକାର । ପାଠକମାନେ ସଚେତନ ହୋଇ ସତ୍ୟ ଓ ମିଥ୍ୟାର ଫରକ ବୁଝିପାରିବେ । (758, 1541, 1140, 1573)
sudoku-cell: 1 (184, 2006, 222, 2045)
sudoku-cell[interactable] (146, 1772, 184, 1811)
answer-cell: 7 (273, 2160, 288, 2175)
sudoku-cell[interactable] (71, 1811, 109, 1850)
aama-shiksha-author: ବିପ୍ଳବ ସମ୍ପିଦ୍ କୁମାର (661, 1046, 856, 1071)
letters-divider (1148, 1430, 1149, 2150)
paragraph: ୨୦୦୯ ମସିହାରେ ପ୍ରଣୀତ ଏହି ଆଇନ ଅନୁସାରେ ପ୍ରତି ବେସରକାରୀ ସ୍କୁଲ ମଧ୍ୟ ୨୫ ପ୍ରତିଶତ ଆସନ ଗରିବ ପିଲାଙ୍କ ପାଇଁ ସଂରକ୍ଷିତ ରଖିବ । ଏହାର କାର୍ଯ୍ୟକାରିତା ଉପରେ ସରକାର ନଜର ରଖିବା ଦରକାର । (765, 315, 1131, 363)
quote-line: ଓ ନିର୍ଭର ଦୃଷ୍ଟିରେ ଶାନ୍ତ କରିଦିଅ । ... ସୋମାନଙ୍କ ଅନ୍ତରରେ (513, 46, 783, 60)
answer-cell: 5 (318, 2190, 333, 2205)
grid-row (198, 2160, 333, 2175)
verse-line: ଜୀବନ -ଉଦ୍ୟାନରେ ଭଲ ଭରେ (48, 57, 179, 70)
answer-cell: 3 (258, 2145, 273, 2160)
sudoku-cell: 2 (334, 1733, 372, 1772)
paragraph: ଜଙ୍ଗଲ ବିଭାଗ ଶୀଘ୍ର ଏ ଦିଗରେ ପଦକ୍ଷେପ ନେବା ଆବଶ୍ୟକ । ନଚେତ୍ ଆଗାମୀ ଦିନରେ ବନ୍ୟଜନ୍ତୁ ଓ ମଣିଷ ମଧ୍ୟରେ ସଂଘର୍ଷ ବଢ଼ିବ ବୋଲି ସଚେତନ ନାଗରିକମାନେ ଆଶଙ୍କା ପ୍ରକାଶ କରିଛନ୍ତି । (6, 944, 375, 991)
pathaka-header (758, 1432, 1140, 1480)
sudoku-cell: 2 (146, 1889, 184, 1928)
verse-line: ଭକ୍ତର ଆଲୋକ (138, 72, 209, 86)
grid-row (33, 1772, 372, 1811)
answer-cell: 9 (288, 2190, 303, 2205)
grid-row (33, 1889, 372, 1928)
paragraph: ସରକାର ନୂତନ ଜାତୀୟ ଶିକ୍ଷା ନୀତି ମାଧ୍ୟମରେ ଏ ଦିଗରେ ପଦକ୍ଷେପ ନେଇଛନ୍ତି । ତେବେ ଏହାର ସଫଳ କାର୍ଯ୍ୟକାରିତା ହିଁ ପ୍ରକୃତ ପରୀକ୍ଷା । (386, 1277, 752, 1308)
answer-cell: 3 (213, 2130, 228, 2145)
sudoku-cell[interactable] (259, 1889, 297, 1928)
sudoku-cell[interactable] (221, 1733, 259, 1772)
answer-cell: 1 (273, 2130, 288, 2145)
answer-cell: 1 (198, 2160, 213, 2175)
answer-cell: 4 (198, 2190, 213, 2205)
answer-cell: 3 (228, 2100, 243, 2115)
grid-row (198, 2205, 333, 2220)
grid-row (198, 2100, 333, 2115)
